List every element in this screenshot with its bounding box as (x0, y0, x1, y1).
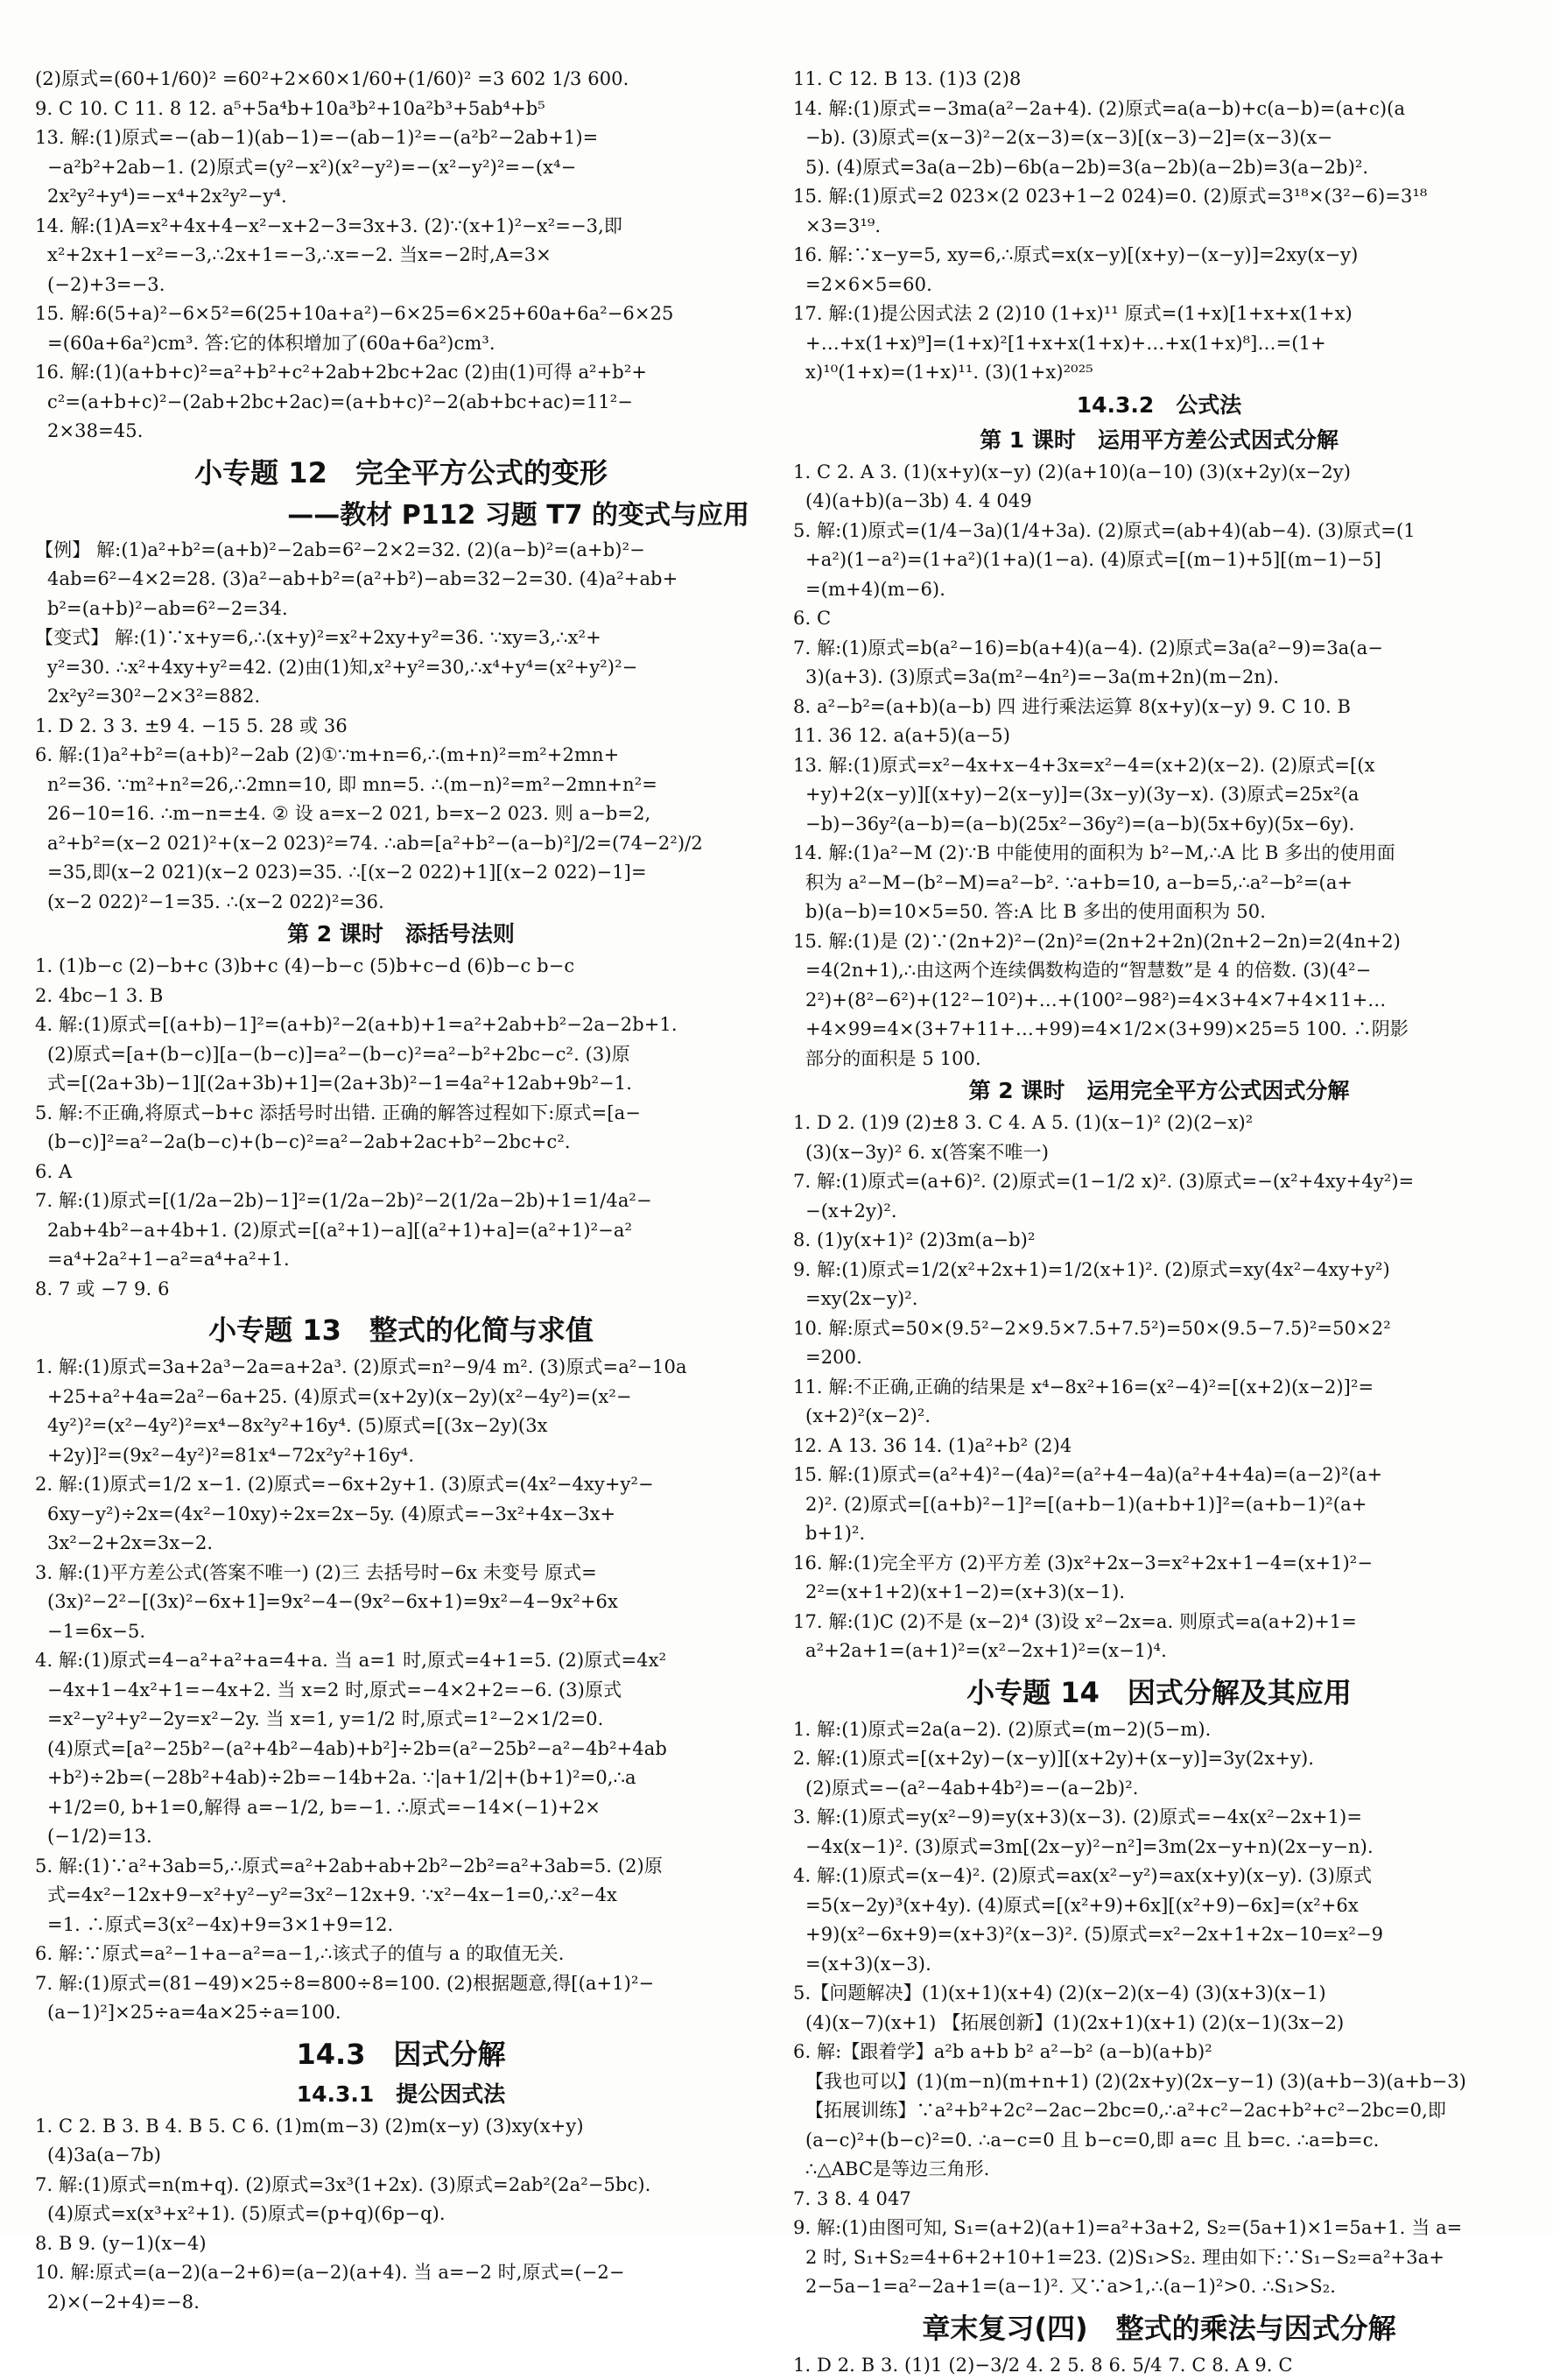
left-answer-line: +b²)÷2b=(−28b²+4ab)÷2b=−14b+2a. ∵|a+1/2|+(b+1)²=0,∴a (35, 1764, 767, 1793)
right-answer-line: (2)原式=−(a²−4ab+4b²)=−(a−2b)². (793, 1774, 1525, 1804)
left-answer-line: 【变式】 解:(1)∵x+y=6,∴(x+y)²=x²+2xy+y²=36. ∵xy=3,∴x²+ (35, 623, 767, 653)
left-answer-line: 1. 解:(1)原式=3a+2a³−2a=a+2a³. (2)原式=n²−9/4 m². (3)原式=a²−10a (35, 1353, 767, 1383)
right-answer-line: 7. 解:(1)原式=(a+6)². (2)原式=(1−1/2 x)². (3)原式=−(x²+4xy+4y²)= (793, 1167, 1525, 1197)
left-answer-line: −1=6x−5. (35, 1617, 767, 1647)
left-answer-line: 2. 解:(1)原式=1/2 x−1. (2)原式=−6x+2y+1. (3)原式=(4x²−4xy+y²− (35, 1470, 767, 1500)
left-answer-line: (−2)+3=−3. (35, 271, 767, 300)
left-answer-line: 2x²y²=30²−2×3²=882. (35, 682, 767, 712)
left-answer-line: (x−2 022)²−1=35. ∴(x−2 022)²=36. (35, 888, 767, 918)
left-answer-line: =(60a+6a²)cm³. 答:它的体积增加了(60a+6a²)cm³. (35, 329, 767, 359)
right-answer-line: =4(2n+1),∴由这两个连续偶数构造的“智慧数”是 4 的倍数. (3)(4²− (793, 956, 1525, 986)
right-answer-line: 6. C (793, 604, 1525, 634)
left-answer-line: x²+2x+1−x²=−3,∴2x+1=−3,∴x=−2. 当x=−2时,A=3× (35, 241, 767, 271)
left-answer-line: 5. 解:(1)∵a²+3ab=5,∴原式=a²+2ab+ab+2b²−2b²=a²+3ab=5. (2)原 (35, 1852, 767, 1882)
right-answer-line: =5(x−2y)³(x+4y). (4)原式=[(x²+9)+6x][(x²+9)−6x]=(x²+6x (793, 1891, 1525, 1921)
right-answer-line: (a−c)²+(b−c)²=0. ∴a−c=0 且 b−c=0,即 a=c 且 b=c. ∴a=b=c. (793, 2126, 1525, 2156)
left-answer-line: 2. 4bc−1 3. B (35, 982, 767, 1011)
right-answer-line: 7. 3 8. 4 047 (793, 2185, 1525, 2215)
right-answer-line: 6. 解:【跟着学】a²b a+b b² a²−b² (a−b)(a+b)² (793, 2038, 1525, 2067)
right-answer-line: 5.【问题解决】(1)(x+1)(x+4) (2)(x−2)(x−4) (3)(x+3)(x−1) (793, 1979, 1525, 2009)
left-answer-line: 1. C 2. B 3. B 4. B 5. C 6. (1)m(m−3) (2)m(x−y) (3)xy(x+y) (35, 2112, 767, 2142)
right-answer-line: 8. (1)y(x+1)² (2)3m(a−b)² (793, 1226, 1525, 1256)
right-answer-line: 【我也可以】(1)(m−n)(m+n+1) (2)(2x+y)(2x−y−1) (3)(a+b−3)(a+b−3) (793, 2067, 1525, 2097)
section-heading: 小专题 13 整式的化简与求值 (35, 1309, 767, 1351)
right-answer-line: 7. 解:(1)原式=b(a²−16)=b(a+4)(a−4). (2)原式=3a(a²−9)=3a(a− (793, 634, 1525, 664)
right-answer-line: ∴△ABC是等边三角形. (793, 2155, 1525, 2185)
left-answer-line: (−1/2)=13. (35, 1822, 767, 1852)
right-answer-line: 8. a²−b²=(a+b)(a−b) 四 进行乘法运算 8(x+y)(x−y) 9. C 10. B (793, 693, 1525, 722)
right-answer-line: +4×99=4×(3+7+11+…+99)=4×1/2×(3+99)×25=5 100. ∴阴影 (793, 1015, 1525, 1045)
right-answer-line: 1. D 2. (1)9 (2)±8 3. C 4. A 5. (1)(x−1)² (2)(2−x)² (793, 1109, 1525, 1138)
right-answer-line: 1. D 2. B 3. (1)1 (2)−3/2 4. 2 5. 8 6. 5/4 7. C 8. A 9. C (793, 2351, 1525, 2380)
left-answer-line: (2)原式=(60+1/60)² =60²+2×60×1/60+(1/60)² =3 602 1/3 600. (35, 65, 767, 95)
left-answer-line: 8. 7 或 −7 9. 6 (35, 1275, 767, 1305)
right-answer-line: −b)−36y²(a−b)=(a−b)(25x²−36y²)=(a−b)(5x+6y)(5x−6y). (793, 810, 1525, 840)
left-answer-line: 7. 解:(1)原式=n(m+q). (2)原式=3x³(1+2x). (3)原式=2ab²(2a²−5bc). (35, 2171, 767, 2200)
left-answer-line: 26−10=16. ∴m−n=±4. ② 设 a=x−2 021, b=x−2 023. 则 a−b=2, (35, 799, 767, 829)
left-answer-line: 3. 解:(1)平方差公式(答案不唯一) (2)三 去括号时−6x 未变号 原式= (35, 1559, 767, 1588)
left-answer-line: (2)原式=[a+(b−c)][a−(b−c)]=a²−(b−c)²=a²−b²+2bc−c². (3)原 (35, 1040, 767, 1070)
right-answer-line: x)¹⁰(1+x)=(1+x)¹¹. (3)(1+x)²⁰²⁵ (793, 358, 1525, 388)
right-answer-line: 11. 解:不正确,正确的结果是 x⁴−8x²+16=(x²−4)²=[(x+2)(x−2)]²= (793, 1373, 1525, 1403)
left-answer-line: c²=(a+b+c)²−(2ab+2bc+2ac)=(a+b+c)²−2(ab+bc+ac)=11²− (35, 388, 767, 418)
right-answer-line: a²+2a+1=(a+1)²=(x²−2x+1)²=(x−1)⁴. (793, 1637, 1525, 1666)
left-answer-line: 4ab=6²−4×2=28. (3)a²−ab+b²=(a²+b²)−ab=32−2=30. (4)a²+ab+ (35, 565, 767, 595)
right-answer-line: =(x+3)(x−3). (793, 1950, 1525, 1980)
right-answer-line: b+1)². (793, 1519, 1525, 1549)
right-answer-line: b)(a−b)=10×5=50. 答:A 比 B 多出的使用面积为 50. (793, 898, 1525, 927)
right-answer-line: 积为 a²−M−(b²−M)=a²−b². ∵a+b=10, a−b=5,∴a²−b²=(a+ (793, 869, 1525, 898)
left-answer-line: 6. 解:∵原式=a²−1+a−a²=a−1,∴该式子的值与 a 的取值无关. (35, 1940, 767, 1969)
left-answer-line: (b−c)]²=a²−2a(b−c)+(b−c)²=a²−2ab+2ac+b²−2bc+c². (35, 1128, 767, 1158)
left-column (35, 65, 767, 2317)
left-answer-line: 3x²−2+2x=3x−2. (35, 1529, 767, 1559)
left-answer-line: =35,即(x−2 021)(x−2 023)=35. ∴[(x−2 022)+1][(x−2 022)−1]= (35, 858, 767, 888)
right-answer-line: 10. 解:原式=50×(9.5²−2×9.5×7.5+7.5²)=50×(9.5−7.5)²=50×2² (793, 1314, 1525, 1344)
right-answer-line: 15. 解:(1)是 (2)∵(2n+2)²−(2n)²=(2n+2+2n)(2n+2−2n)=2(4n+2) (793, 927, 1525, 957)
right-answer-line: +…+x(1+x)⁹]=(1+x)²[1+x+x(1+x)+…+x(1+x)⁸]…=(1+ (793, 329, 1525, 359)
left-answer-line: 1. (1)b−c (2)−b+c (3)b+c (4)−b−c (5)b+c−d (6)b−c b−c (35, 952, 767, 982)
right-answer-line: 12. A 13. 36 14. (1)a²+b² (2)4 (793, 1432, 1525, 1461)
right-answer-line: +9)(x²−6x+9)=(x+3)²(x−3)². (5)原式=x²−2x+1+2x−10=x²−9 (793, 1920, 1525, 1950)
right-answer-line: 13. 解:(1)原式=x²−4x+x−4+3x=x²−4=(x+2)(x−2). (2)原式=[(x (793, 751, 1525, 781)
left-answer-line: +1/2=0, b+1=0,解得 a=−1/2, b=−1. ∴原式=−14×(−1)+2× (35, 1793, 767, 1823)
right-answer-line: 15. 解:(1)原式=2 023×(2 023+1−2 024)=0. (2)原式=3¹⁸×(3²−6)=3¹⁸ (793, 182, 1525, 212)
right-answer-line: =2×6×5=60. (793, 271, 1525, 300)
right-answer-line: −b). (3)原式=(x−3)²−2(x−3)=(x−3)[(x−3)−2]=(x−3)(x− (793, 123, 1525, 153)
right-answer-line: 11. C 12. B 13. (1)3 (2)8 (793, 65, 1525, 95)
right-answer-line: 14. 解:(1)a²−M (2)∵B 中能使用的面积为 b²−M,∴A 比 B 多出的使用面 (793, 839, 1525, 869)
lesson-heading: 第 2 课时 运用完全平方公式因式分解 (793, 1074, 1525, 1109)
right-answer-line: −4x(x−1)². (3)原式=3m[(2x−y)²−n²]=3m(2x−y+n)(2x−y−n). (793, 1833, 1525, 1862)
left-answer-line: 5. 解:不正确,将原式−b+c 添括号时出错. 正确的解答过程如下:原式=[a− (35, 1099, 767, 1129)
lesson-heading: 14.3.2 公式法 (793, 388, 1525, 423)
right-answer-line: 3. 解:(1)原式=y(x²−9)=y(x+3)(x−3). (2)原式=−4x(x²−2x+1)= (793, 1803, 1525, 1833)
left-answer-line: 7. 解:(1)原式=[(1/2a−2b)−1]²=(1/2a−2b)²−2(1/2a−2b)+1=1/4a²− (35, 1186, 767, 1216)
right-answer-line: (4)(x−7)(x+1) 【拓展创新】(1)(2x+1)(x+1) (2)(x−1)(3x−2) (793, 2009, 1525, 2038)
right-answer-line: =200. (793, 1343, 1525, 1373)
right-answer-line: (x+2)²(x−2)². (793, 1402, 1525, 1432)
right-answer-line: 9. 解:(1)原式=1/2(x²+2x+1)=1/2(x+1)². (2)原式=xy(4x²−4xy+y²) (793, 1256, 1525, 1285)
right-answer-line: =(m+4)(m−6). (793, 575, 1525, 605)
right-answer-line: +a²)(1−a²)=(1+a²)(1+a)(1−a). (4)原式=[(m−1)+5][(m−1)−5] (793, 546, 1525, 575)
right-answer-line: 14. 解:(1)原式=−3ma(a²−2a+4). (2)原式=a(a−b)+c(a−b)=(a+c)(a (793, 95, 1525, 124)
right-answer-line: 1. C 2. A 3. (1)(x+y)(x−y) (2)(a+10)(a−10) (3)(x+2y)(x−2y) (793, 458, 1525, 488)
section-heading: 章末复习(四) 整式的乘法与因式分解 (793, 2307, 1525, 2349)
right-answer-line: 11. 36 12. a(a+5)(a−5) (793, 722, 1525, 751)
right-answer-line: 9. 解:(1)由图可知, S₁=(a+2)(a+1)=a²+3a+2, S₂=(5a+1)×1=5a+1. 当 a= (793, 2214, 1525, 2243)
section-subheading: ——教材 P112 习题 T7 的变式与应用 (35, 496, 767, 536)
left-answer-line: y²=30. ∴x²+4xy+y²=42. (2)由(1)知,x²+y²=30,∴x⁴+y⁴=(x²+y²)²− (35, 653, 767, 683)
lesson-heading: 第 2 课时 添括号法则 (35, 917, 767, 952)
right-answer-line: 4. 解:(1)原式=(x−4)². (2)原式=ax(x²−y²)=ax(x+y)(x−y). (3)原式 (793, 1862, 1525, 1891)
section-heading: 14.3 因式分解 (35, 2033, 767, 2075)
left-answer-line: 9. C 10. C 11. 8 12. a⁵+5a⁴b+10a³b²+10a²b³+5ab⁴+b⁵ (35, 95, 767, 124)
left-answer-line: (4)3a(a−7b) (35, 2141, 767, 2171)
right-answer-line: 2²)+(8²−6²)+(12²−10²)+…+(100²−98²)=4×3+4×7+4×11+… (793, 986, 1525, 1016)
left-answer-line: −4x+1−4x²+1=−4x+2. 当 x=2 时,原式=−4×2+2=−6. (3)原式 (35, 1676, 767, 1706)
right-answer-line: ×3=3¹⁹. (793, 212, 1525, 242)
right-answer-line: 2. 解:(1)原式=[(x+2y)−(x−y)][(x+2y)+(x−y)]=3y(2x+y). (793, 1744, 1525, 1774)
right-answer-line: 17. 解:(1)C (2)不是 (x−2)⁴ (3)设 x²−2x=a. 则原式=a(a+2)+1= (793, 1608, 1525, 1637)
left-answer-line: a²+b²=(x−2 021)²+(x−2 023)²=74. ∴ab=[a²+b²−(a−b)²]/2=(74−2²)/2 (35, 829, 767, 859)
left-answer-line: 8. B 9. (y−1)(x−4) (35, 2229, 767, 2259)
right-answer-line: 17. 解:(1)提公因式法 2 (2)10 (1+x)¹¹ 原式=(1+x)[1+x+x(1+x) (793, 299, 1525, 329)
right-answer-line: 部分的面积是 5 100. (793, 1045, 1525, 1074)
right-answer-line: 2)². (2)原式=[(a+b)²−1]²=[(a+b−1)(a+b+1)]²=(a+b−1)²(a+ (793, 1490, 1525, 1520)
left-answer-line: 7. 解:(1)原式=(81−49)×25÷8=800÷8=100. (2)根据题意,得[(a+1)²− (35, 1969, 767, 1999)
left-answer-line: 10. 解:原式=(a−2)(a−2+6)=(a−2)(a+4). 当 a=−2 时,原式=(−2− (35, 2258, 767, 2288)
right-answer-line: (3)(x−3y)² 6. x(答案不唯一) (793, 1138, 1525, 1168)
right-answer-line: 16. 解:(1)完全平方 (2)平方差 (3)x²+2x−3=x²+2x+1−4=(x+1)²− (793, 1549, 1525, 1579)
left-answer-line: (4)原式=[a²−25b²−(a²+4b²−4ab)+b²]÷2b=(a²−25b²−a²−4b²+4ab (35, 1735, 767, 1764)
right-answer-line: 1. 解:(1)原式=2a(a−2). (2)原式=(m−2)(5−m). (793, 1715, 1525, 1745)
left-answer-line: 6. 解:(1)a²+b²=(a+b)²−2ab (2)①∵m+n=6,∴(m+n)²=m²+2mn+ (35, 741, 767, 771)
left-answer-line: 13. 解:(1)原式=−(ab−1)(ab−1)=−(ab−1)²=−(a²b²−2ab+1)= (35, 123, 767, 153)
left-answer-line: 2)×(−2+4)=−8. (35, 2288, 767, 2318)
left-answer-line: n²=36. ∵m²+n²=26,∴2mn=10, 即 mn=5. ∴(m−n)²=m²−2mn+n²= (35, 771, 767, 800)
right-answer-line: 5. 解:(1)原式=(1/4−3a)(1/4+3a). (2)原式=(ab+4)(ab−4). (3)原式=(1 (793, 517, 1525, 546)
left-answer-line: 6xy−y²)÷2x=(4x²−10xy)÷2x=2x−5y. (4)原式=−3x²+4x−3x+ (35, 1500, 767, 1530)
left-answer-line: (3x)²−2²−[(3x)²−6x+1]=9x²−4−(9x²−6x+1)=9x²−4−9x²+6x (35, 1588, 767, 1617)
lesson-heading: 第 1 课时 运用平方差公式因式分解 (793, 423, 1525, 458)
section-heading: 小专题 14 因式分解及其应用 (793, 1672, 1525, 1714)
right-answer-line: 2−5a−1=a²−2a+1=(a−1)². 又∵a>1,∴(a−1)²>0. ∴S₁>S₂. (793, 2272, 1525, 2302)
left-answer-line: +25+a²+4a=2a²−6a+25. (4)原式=(x+2y)(x−2y)(x²−4y²)=(x²− (35, 1383, 767, 1412)
left-answer-line: 6. A (35, 1158, 767, 1187)
right-answer-line: =xy(2x−y)². (793, 1285, 1525, 1314)
left-answer-line: 1. D 2. 3 3. ±9 4. −15 5. 28 或 36 (35, 712, 767, 742)
lesson-heading: 14.3.1 提公因式法 (35, 2077, 767, 2112)
right-answer-line: +y)+2(x−y)][(x+y)−2(x−y)]=(3x−y)(3y−x). (3)原式=25x²(a (793, 780, 1525, 810)
left-answer-line: 2x²y²+y⁴)=−x⁴+2x²y²−y⁴. (35, 182, 767, 212)
right-answer-line: 5). (4)原式=3a(a−2b)−6b(a−2b)=3(a−2b)(a−2b)=3(a−2b)². (793, 153, 1525, 183)
right-column (793, 65, 1525, 2380)
right-answer-line: 2 时, S₁+S₂=4+6+2+10+1=23. (2)S₁>S₂. 理由如下:∵S₁−S₂=a²+3a+ (793, 2243, 1525, 2273)
left-answer-line: =1. ∴原式=3(x²−4x)+9=3×1+9=12. (35, 1911, 767, 1940)
left-answer-line: 14. 解:(1)A=x²+4x+4−x²−x+2−3=3x+3. (2)∵(x+1)²−x²=−3,即 (35, 212, 767, 242)
left-answer-line: 2ab+4b²−a+4b+1. (2)原式=[(a²+1)−a][(a²+1)+a]=(a²+1)²−a² (35, 1216, 767, 1246)
left-answer-line: −a²b²+2ab−1. (2)原式=(y²−x²)(x²−y²)=−(x²−y²)²=−(x⁴− (35, 153, 767, 183)
section-heading: 小专题 12 完全平方公式的变形 (35, 452, 767, 494)
left-answer-line: (a−1)²]×25÷a=4a×25÷a=100. (35, 1998, 767, 2028)
right-answer-line: −(x+2y)². (793, 1197, 1525, 1227)
left-answer-line: 4y²)²=(x²−4y²)²=x⁴−8x²y²+16y⁴. (5)原式=[(3x−2y)(3x (35, 1412, 767, 1441)
right-answer-line: 3)(a+3). (3)原式=3a(m²−4n²)=−3a(m+2n)(m−2n). (793, 663, 1525, 693)
left-answer-line: (4)原式=x(x³+x²+1). (5)原式=(p+q)(6p−q). (35, 2200, 767, 2229)
left-answer-line: 4. 解:(1)原式=4−a²+a²+a=4+a. 当 a=1 时,原式=4+1=5. (2)原式=4x² (35, 1646, 767, 1676)
right-answer-line: (4)(a+b)(a−3b) 4. 4 049 (793, 487, 1525, 517)
left-answer-line: 【例】 解:(1)a²+b²=(a+b)²−2ab=6²−2×2=32. (2)(a−b)²=(a+b)²− (35, 536, 767, 566)
right-answer-line: 15. 解:(1)原式=(a²+4)²−(4a)²=(a²+4−4a)(a²+4+4a)=(a−2)²(a+ (793, 1461, 1525, 1490)
left-answer-line: 15. 解:6(5+a)²−6×5²=6(25+10a+a²)−6×25=6×25+60a+6a²−6×25 (35, 299, 767, 329)
right-answer-line: 2²=(x+1+2)(x+1−2)=(x+3)(x−1). (793, 1578, 1525, 1608)
left-answer-line: =x²−y²+y²−2y=x²−2y. 当 x=1, y=1/2 时,原式=1²−2×1/2=0. (35, 1705, 767, 1735)
right-answer-line: 【拓展训练】∵a²+b²+2c²−2ac−2bc=0,∴a²+c²−2ac+b²+c²−2bc=0,即 (793, 2096, 1525, 2126)
left-answer-line: 式=4x²−12x+9−x²+y²−y²=3x²−12x+9. ∵x²−4x−1=0,∴x²−4x (35, 1881, 767, 1911)
left-answer-line: 4. 解:(1)原式=[(a+b)−1]²=(a+b)²−2(a+b)+1=a²+2ab+b²−2a−2b+1. (35, 1010, 767, 1040)
left-answer-line: 2×38=45. (35, 417, 767, 447)
left-answer-line: +2y)]²=(9x²−4y²)²=81x⁴−72x²y²+16y⁴. (35, 1441, 767, 1471)
left-answer-line: =a⁴+2a²+1−a²=a⁴+a²+1. (35, 1245, 767, 1275)
left-answer-line: 式=[(2a+3b)−1][(2a+3b)+1]=(2a+3b)²−1=4a²+12ab+9b²−1. (35, 1069, 767, 1099)
right-answer-line: 16. 解:∵x−y=5, xy=6,∴原式=x(x−y)[(x+y)−(x−y)]=2xy(x−y) (793, 241, 1525, 271)
left-answer-line: b²=(a+b)²−ab=6²−2=34. (35, 595, 767, 624)
left-answer-line: 16. 解:(1)(a+b+c)²=a²+b²+c²+2ab+2bc+2ac (2)由(1)可得 a²+b²+ (35, 358, 767, 388)
